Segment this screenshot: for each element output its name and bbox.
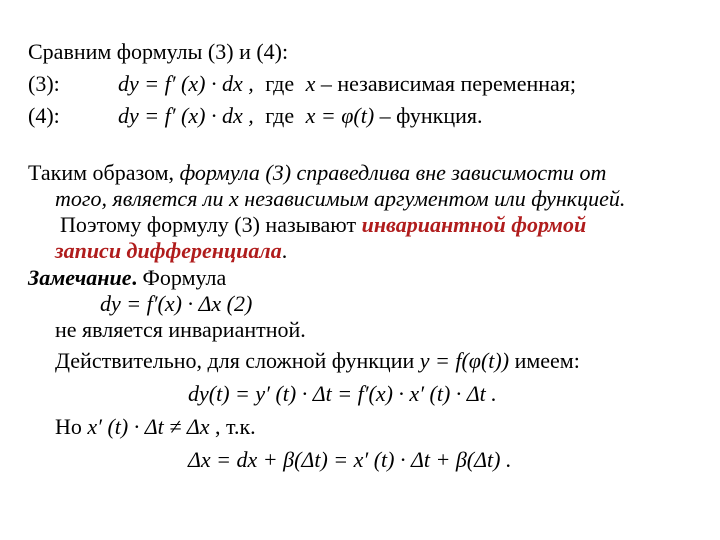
not-invariant-text: не является инвариантной. — [55, 317, 306, 342]
differential-term: записи дифференциала — [55, 238, 282, 263]
but-tail: , т.к. — [209, 414, 256, 439]
indeed-expression: y = f(φ(t)) — [419, 348, 510, 373]
but-line — [55, 414, 256, 440]
remark-after: Формула — [137, 265, 227, 290]
dy-equation: dy(t) = y′ (t) · Δt = f′(x) · x′ (t) · Δt . — [188, 381, 497, 406]
intro-line — [28, 39, 288, 65]
not-invariant-line — [55, 317, 306, 343]
equation-3-formula: dy = f′ (x) · dx , — [118, 71, 254, 96]
equation-3-where: где — [265, 71, 295, 96]
remark-label: Замечание — [28, 265, 132, 290]
but-word: Но — [55, 414, 88, 439]
remark-line — [28, 265, 226, 291]
equation-4-line — [28, 103, 483, 129]
paragraph-end-dot: . — [281, 238, 288, 263]
delta-equation-line — [188, 447, 511, 473]
indeed-text: Действительно, для сложной функции — [55, 348, 420, 373]
paragraph-line-4 — [55, 238, 287, 264]
paragraph-italic-1: формула (3) справедлива вне зависимости от — [179, 160, 607, 185]
equation-4-condition-var: x = φ(t) — [305, 103, 375, 128]
remark-formula: dy = f′(x) · Δx (2) — [100, 291, 253, 316]
delta-equation: Δx = dx + β(Δt) = x′ (t) · Δt + β(Δt) . — [188, 447, 512, 472]
equation-4-formula: dy = f′ (x) · dx , — [118, 103, 254, 128]
equation-4-condition-text: – функция. — [374, 103, 483, 128]
indeed-tail: имеем: — [509, 348, 580, 373]
intro-text: Сравним формулы (3) и (4): — [28, 39, 289, 64]
paragraph-line-1 — [28, 160, 606, 186]
paragraph-line-2 — [55, 186, 625, 212]
equation-3-condition-var: x — [305, 71, 316, 96]
dy-equation-line — [188, 381, 497, 407]
remark-label-dot: . — [131, 265, 138, 290]
indeed-line — [55, 348, 580, 374]
equation-3-condition-text: – независимая переменная; — [315, 71, 577, 96]
equation-3-label: (3): — [28, 71, 60, 96]
paragraph-lead: Таким образом, — [28, 160, 180, 185]
invariant-form-term: инвариантной формой — [361, 212, 587, 237]
but-expression: x′ (t) · Δt ≠ Δx — [87, 414, 210, 439]
paragraph-therefore: Поэтому формулу (3) называют — [60, 212, 362, 237]
remark-formula-line — [100, 291, 252, 317]
equation-3-line — [28, 71, 577, 97]
paragraph-line-3 — [60, 212, 586, 238]
equation-4-label: (4): — [28, 103, 60, 128]
equation-4-where: где — [265, 103, 295, 128]
paragraph-italic-2: того, является ли x независимым аргументом или функцией. — [55, 186, 626, 211]
